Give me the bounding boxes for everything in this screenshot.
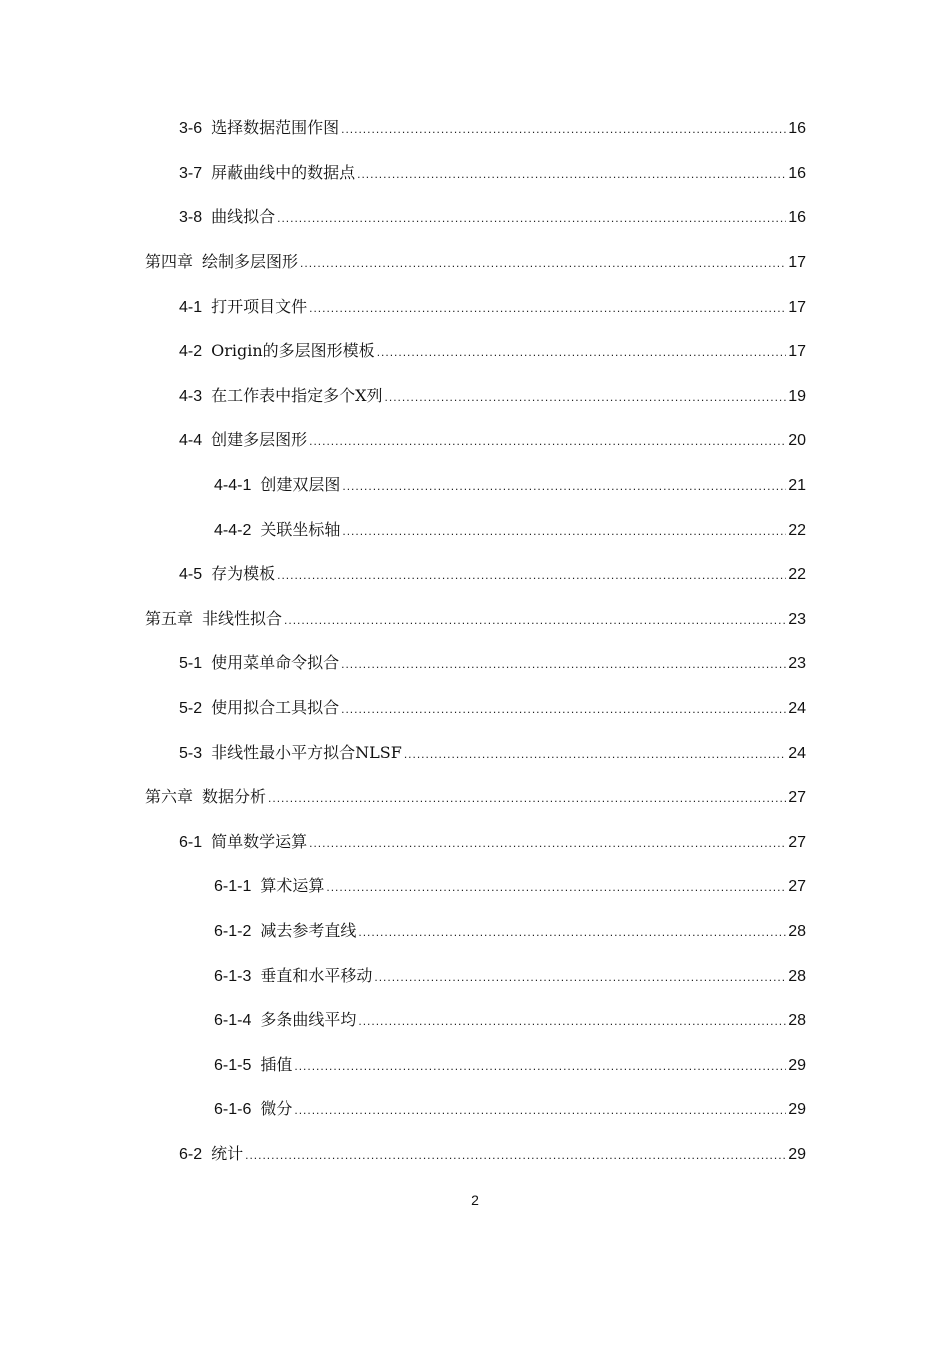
toc-entry-title: 统计 bbox=[211, 1143, 244, 1163]
toc-dot-leader bbox=[245, 1133, 786, 1177]
toc-entry-line bbox=[179, 151, 806, 195]
toc-entry[interactable] bbox=[0, 686, 950, 731]
toc-entry-page: 28 bbox=[788, 922, 806, 940]
toc-entry-title: 算术运算 bbox=[260, 876, 325, 896]
toc-entry-title: 打开项目文件 bbox=[211, 296, 308, 316]
toc-entry-page: 29 bbox=[788, 1101, 806, 1119]
toc-entry-line bbox=[214, 909, 806, 953]
toc-entry-page: 24 bbox=[788, 700, 806, 718]
toc-dot-leader bbox=[326, 865, 786, 909]
toc-dot-leader bbox=[309, 286, 786, 330]
toc-entry-page: 27 bbox=[788, 789, 806, 807]
toc-entry-line bbox=[214, 864, 806, 908]
toc-entry-line bbox=[179, 106, 806, 150]
toc-entry-line bbox=[214, 998, 806, 1042]
toc-entry-page: 23 bbox=[788, 655, 806, 673]
toc-entry-line bbox=[179, 641, 806, 685]
toc-entry-title: 屏蔽曲线中的数据点 bbox=[211, 162, 356, 182]
toc-entry-number: 6-1-5 bbox=[214, 1056, 252, 1074]
toc-entry-line bbox=[179, 195, 806, 239]
toc-entry-line bbox=[214, 1087, 806, 1131]
toc-entry-number: 4-4-2 bbox=[214, 521, 252, 539]
toc-entry-number: 4-2 bbox=[179, 343, 203, 361]
toc-entry-number: 6-1-4 bbox=[214, 1012, 252, 1030]
toc-entry-number: 3-7 bbox=[179, 164, 203, 182]
toc-entry-title: 多条曲线平均 bbox=[260, 1010, 357, 1030]
toc-entry-line bbox=[214, 1043, 806, 1087]
toc-entry-page: 16 bbox=[788, 164, 806, 182]
toc-entry-page: 27 bbox=[788, 878, 806, 896]
toc-entry-page: 19 bbox=[788, 387, 806, 405]
toc-entry[interactable] bbox=[0, 998, 950, 1043]
toc-entry-title: 曲线拟合 bbox=[211, 207, 276, 227]
toc-entry-number: 5-1 bbox=[179, 655, 203, 673]
toc-entry-number: 第四章 bbox=[145, 254, 194, 272]
toc-entry-line bbox=[179, 285, 806, 329]
toc-entry-page: 16 bbox=[788, 120, 806, 138]
toc-entry-page: 28 bbox=[788, 1012, 806, 1030]
toc-entry-page: 29 bbox=[788, 1056, 806, 1074]
toc-dot-leader bbox=[341, 642, 786, 686]
toc-entry-line bbox=[179, 374, 806, 418]
toc-entry-title: 插值 bbox=[260, 1054, 293, 1074]
toc-entry-number: 4-3 bbox=[179, 387, 203, 405]
toc-entry[interactable] bbox=[0, 240, 950, 285]
toc-entry[interactable] bbox=[0, 730, 950, 775]
toc-dot-leader bbox=[404, 732, 786, 776]
toc-dot-leader bbox=[277, 553, 786, 597]
toc-entry-title: Origin的多层图形模板 bbox=[211, 341, 375, 361]
toc-dot-leader bbox=[277, 196, 786, 240]
toc-entry-title: 使用菜单命令拟合 bbox=[211, 653, 340, 673]
toc-entry-number: 6-1-3 bbox=[214, 967, 252, 985]
toc-entry-page: 29 bbox=[788, 1145, 806, 1163]
toc-entry-title: 垂直和水平移动 bbox=[260, 965, 373, 985]
toc-entry-title: 使用拟合工具拟合 bbox=[211, 698, 340, 718]
toc-entry-number: 6-1-6 bbox=[214, 1101, 252, 1119]
toc-entry-page: 17 bbox=[788, 254, 806, 272]
toc-entry-title: 微分 bbox=[260, 1099, 293, 1119]
toc-dot-leader bbox=[385, 375, 787, 419]
toc-dot-leader bbox=[268, 776, 786, 820]
toc-entry-title: 在工作表中指定多个X列 bbox=[211, 385, 383, 405]
toc-entry-title: 存为模板 bbox=[211, 564, 276, 584]
toc-entry-line bbox=[145, 597, 806, 641]
toc-entry-number: 6-1-2 bbox=[214, 922, 252, 940]
toc-entry-title: 减去参考直线 bbox=[260, 920, 357, 940]
toc-entry-page: 17 bbox=[788, 343, 806, 361]
toc-entry[interactable] bbox=[0, 909, 950, 954]
toc-entry-page: 17 bbox=[788, 298, 806, 316]
toc-entry-title: 绘制多层图形 bbox=[202, 252, 299, 272]
toc-entry-line bbox=[179, 820, 806, 864]
toc-entry[interactable] bbox=[0, 953, 950, 998]
toc-dot-leader bbox=[377, 330, 787, 374]
toc-entry-page: 20 bbox=[788, 432, 806, 450]
toc-entry-title: 创建双层图 bbox=[260, 475, 341, 495]
toc-entry-number: 5-2 bbox=[179, 700, 203, 718]
toc-entry-line bbox=[179, 552, 806, 596]
toc-entry-number: 4-4 bbox=[179, 432, 203, 450]
toc-entry-line bbox=[214, 954, 806, 998]
toc-entry-page: 22 bbox=[788, 521, 806, 539]
toc-dot-leader bbox=[342, 509, 786, 553]
toc-entry[interactable] bbox=[0, 374, 950, 419]
toc-entry[interactable] bbox=[0, 1087, 950, 1132]
toc-entry-number: 4-4-1 bbox=[214, 477, 252, 495]
toc-entry-line bbox=[179, 329, 806, 373]
page-number: 2 bbox=[471, 1192, 479, 1208]
toc-entry-page: 22 bbox=[788, 566, 806, 584]
toc-entry[interactable] bbox=[0, 507, 950, 552]
toc-dot-leader bbox=[284, 598, 786, 642]
toc-entry-number: 3-6 bbox=[179, 120, 203, 138]
toc-dot-leader bbox=[341, 107, 786, 151]
toc-entry-line bbox=[145, 775, 806, 819]
toc-dot-leader bbox=[300, 241, 786, 285]
toc-entry-title: 创建多层图形 bbox=[211, 430, 308, 450]
toc-entry-line bbox=[214, 463, 806, 507]
toc-entry[interactable] bbox=[0, 195, 950, 240]
toc-entry[interactable] bbox=[0, 1042, 950, 1087]
toc-dot-leader bbox=[294, 1044, 786, 1088]
toc-entry-title: 选择数据范围作图 bbox=[211, 118, 340, 138]
toc-entry-page: 27 bbox=[788, 833, 806, 851]
toc-entry-line bbox=[214, 508, 806, 552]
toc-entry-number: 6-2 bbox=[179, 1145, 203, 1163]
table-of-contents bbox=[0, 106, 950, 1176]
toc-dot-leader bbox=[358, 999, 786, 1043]
toc-entry[interactable] bbox=[0, 864, 950, 909]
toc-entry-title: 关联坐标轴 bbox=[260, 519, 341, 539]
toc-entry-page: 16 bbox=[788, 209, 806, 227]
toc-entry-title: 非线性最小平方拟合NLSF bbox=[211, 742, 402, 762]
toc-entry-number: 6-1-1 bbox=[214, 878, 252, 896]
toc-entry-line bbox=[145, 240, 806, 284]
toc-dot-leader bbox=[294, 1088, 786, 1132]
toc-entry-page: 23 bbox=[788, 610, 806, 628]
toc-entry-number: 第六章 bbox=[145, 789, 194, 807]
toc-entry-number: 5-3 bbox=[179, 744, 203, 762]
toc-dot-leader bbox=[358, 910, 786, 954]
toc-entry-number: 4-5 bbox=[179, 566, 203, 584]
toc-entry-line bbox=[179, 1132, 806, 1176]
toc-entry-page: 24 bbox=[788, 744, 806, 762]
toc-entry[interactable] bbox=[0, 463, 950, 508]
toc-entry-title: 非线性拟合 bbox=[202, 608, 283, 628]
toc-entry-number: 第五章 bbox=[145, 610, 194, 628]
toc-dot-leader bbox=[342, 464, 786, 508]
toc-entry[interactable] bbox=[0, 775, 950, 820]
toc-entry[interactable] bbox=[0, 106, 950, 151]
toc-entry[interactable] bbox=[0, 641, 950, 686]
toc-dot-leader bbox=[374, 955, 786, 999]
toc-entry[interactable] bbox=[0, 284, 950, 329]
toc-entry[interactable] bbox=[0, 820, 950, 865]
toc-entry-title: 数据分析 bbox=[202, 787, 267, 807]
toc-entry-line bbox=[179, 418, 806, 462]
toc-entry-page: 28 bbox=[788, 967, 806, 985]
toc-entry-page: 21 bbox=[788, 477, 806, 495]
toc-dot-leader bbox=[341, 687, 786, 731]
toc-entry[interactable] bbox=[0, 151, 950, 196]
toc-entry-line bbox=[179, 686, 806, 730]
toc-entry[interactable] bbox=[0, 418, 950, 463]
toc-dot-leader bbox=[309, 419, 786, 463]
toc-entry-number: 4-1 bbox=[179, 298, 203, 316]
toc-entry[interactable] bbox=[0, 552, 950, 597]
toc-dot-leader bbox=[309, 821, 786, 865]
toc-entry-title: 简单数学运算 bbox=[211, 831, 308, 851]
toc-entry-line bbox=[179, 731, 806, 775]
toc-entry-number: 6-1 bbox=[179, 833, 203, 851]
toc-entry[interactable] bbox=[0, 1132, 950, 1177]
toc-entry[interactable] bbox=[0, 597, 950, 642]
toc-dot-leader bbox=[357, 152, 786, 196]
toc-entry[interactable] bbox=[0, 329, 950, 374]
toc-entry-number: 3-8 bbox=[179, 209, 203, 227]
